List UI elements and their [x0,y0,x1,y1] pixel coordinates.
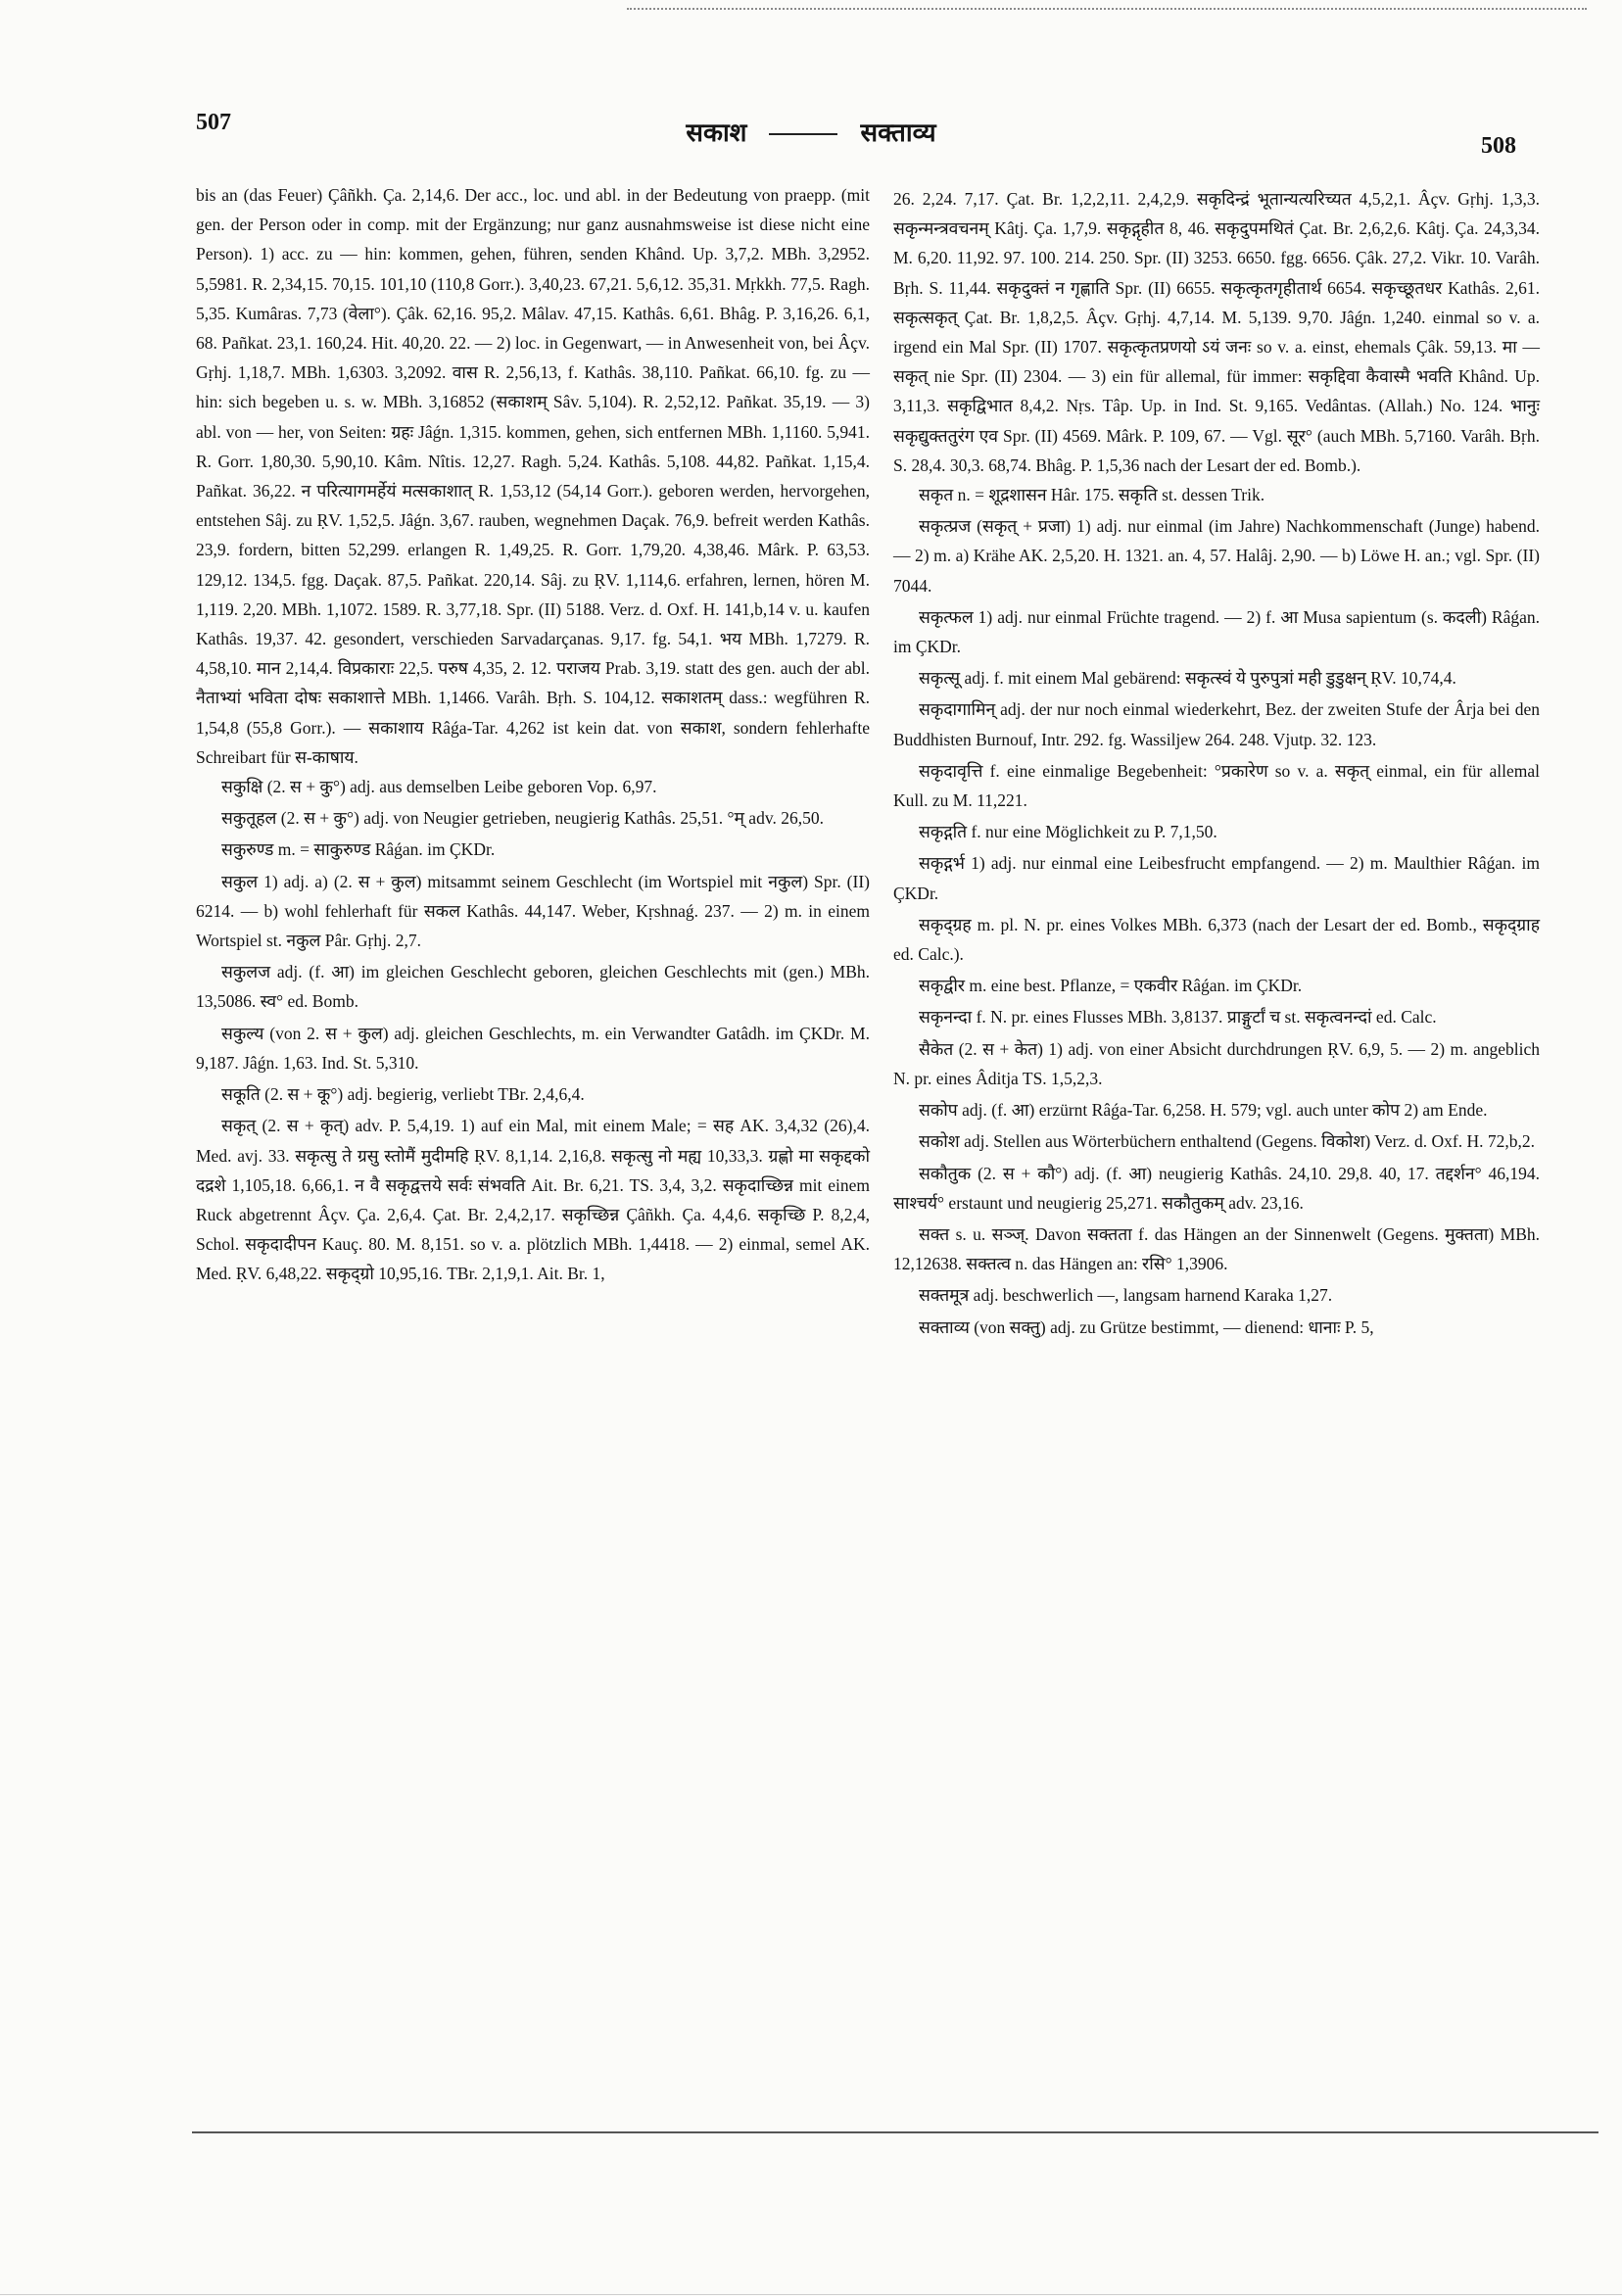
dictionary-entry: सकौतुक (2. स + कौ°) adj. (f. आ) neugierig Kathâs. 24,10. 29,8. 40, 17. तद्दर्शन° 46,194. साश्चर्य° erstaunt und neugierig 25,271. सकौतुकम् adv. 23,16. [893,1163,1540,1213]
page-number-right: 508 [1481,133,1516,159]
top-dotted-rule [627,8,1587,10]
running-head [0,114,1622,149]
left-column-continuation: bis an (das Feuer) Çâñkh. Ça. 2,14,6. Der acc., loc. und abl. in der Bedeutung von praepp. (mit gen. der Person oder in comp. mit der Ergänzung; nur ganz ausnahmsweise ist diese nicht eine Person). 1) acc. zu — hin: kommen, gehen, führen, senden Khând. Up. 3,7,2. MBh. 3,2952. 5,5981. R. 2,34,15. 70,15. 101,10 (110,8 Gorr.). 3,40,23. 67,21. 5,6,12. 35,31. Mṛkkh. 77,5. Ragh. 5,35. Kumâras. 7,73 (वेला°). Çâk. 62,16. 95,2. Mâlav. 47,15. Kathâs. 6,61. Bhâg. P. 3,16,26. 6,1, 68. Pañkat. 23,1. 160,24. Hit. 40,20. 22. — 2) loc. in Gegenwart, — in Anwesenheit von, bei Âçv. Gṛhj. 1,18,7. MBh. 1,6303. 3,2092. वास R. 2,56,13, f. Kathâs. 38,110. Pañkat. 66,10. fg. zu — hin: sich begeben u. s. w. MBh. 3,16852 (सकाशम् Sâv. 5,104). R. 2,52,12. Pañkat. 35,19. — 3) abl. von — her, von Seiten: ग्रहः Jâǵn. 1,315. kommen, gehen, sich entfernen MBh. 1,1160. 5,941. R. Gorr. 1,80,30. 5,90,10. Kâm. Nîtis. 12,27. Ragh. 5,24. Kathâs. 5,108. 44,82. Pañkat. 1,15,4. Pañkat. 36,22. न परित्यागमर्हेयं मत्सकाशात् R. 1,53,12 (54,14 Gorr.). geboren werden, hervorgehen, entstehen Sâj. zu ṚV. 1,52,5. Jâǵn. 3,67. rauben, wegnehmen Daçak. 76,9. befreit werden Kathâs. 23,9. fordern, bitten 52,299. erlangen R. 1,49,25. R. Gorr. 1,79,20. 4,38,46. Mârk. P. 63,53. 129,12. 134,5. fgg. Daçak. 87,5. Pañkat. 220,14. Sâj. zu ṚV. 1,114,6. erfahren, lernen, hören M. 1,119. 2,20. MBh. 1,1072. 1589. R. 3,77,18. Spr. (II) 5188. Verz. d. Oxf. H. 141,b,14 v. u. kaufen Kathâs. 19,37. 42. gesondert, verschieden Sarvadarçanas. 9,17. fg. 54,1. भय MBh. 1,7279. R. 4,58,10. मान 2,14,4. विप्रकाराः 22,5. परुष 4,35, 2. 12. पराजय Prab. 3,19. statt des gen. auch der abl. नैताभ्यां भविता दोषः सकाशात्ते MBh. 1,1466. Varâh. Bṛh. S. 104,12. सकाशतम् dass.: wegführen R. 1,54,8 (55,8 Gorr.). — सकाशाय Râǵa-Tar. 4,262 ist kein dat. von सकाश, sondern fehlerhafte Schreibart für स-काषाय. [196,185,870,767]
dictionary-entry: सकोप adj. (f. आ) erzürnt Râǵa-Tar. 6,258. H. 579; vgl. auch unter कोप 2) am Ende. [919,1100,1488,1121]
dictionary-entry: सकृनन्दा f. N. pr. eines Flusses MBh. 3,8137. प्राङ्गुर्टां च st. सकृत्वनन्दां ed. Calc. [919,1007,1437,1028]
dictionary-entry: सकूति (2. स + कू°) adj. begierig, verliebt TBr. 2,4,6,4. [221,1084,585,1105]
dictionary-entry: सकृद्वीर m. eine best. Pflanze, = एकवीर Râǵan. im ÇKDr. [919,976,1303,996]
dictionary-entry: सकृत्फल 1) adj. nur einmal Früchte tragend. — 2) f. आ Musa sapientum (s. कदली) Râǵan. im ÇKDr. [893,606,1540,657]
footer-rule [192,2131,1598,2133]
dictionary-entry: सकुतूहल (2. स + कु°) adj. von Neugier getrieben, neugierig Kathâs. 25,51. °म् adv. 26,50. [221,808,824,829]
running-head-left: सकाश [686,119,747,148]
dictionary-entry: सकृदागामिन् adj. der nur noch einmal wiederkehrt, Bez. der zweiten Stufe der Ârja bei den Buddhisten Burnouf, Intr. 292. fg. Wassiljew 264. 248. Vjutp. 32. 123. [893,699,1540,749]
dictionary-entry: सैकेत (2. स + केत) 1) adj. von einer Absicht durchdrungen ṚV. 6,9, 5. — 2) m. angeblich N. pr. eines Âditja TS. 1,5,2,3. [893,1038,1540,1088]
dictionary-entry: सकृत्सू adj. f. mit einem Mal gebärend: सकृत्स्वं ये पुरुपुत्रां मही डुडुक्षन् ṚV. 10,74,4. [919,668,1456,689]
dictionary-entry: सकुल्य (von 2. स + कुल) adj. gleichen Geschlechts, m. ein Verwandter Gatâdh. im ÇKDr. M. 9,187. Jâǵn. 1,63. Ind. St. 5,310. [196,1023,870,1073]
dictionary-entry: सकृद्गति f. nur eine Möglichkeit zu P. 7,1,50. [919,822,1217,842]
dictionary-entry: सकृत n. = शूद्रशासन Hâr. 175. सकृति st. dessen Trik. [919,485,1265,505]
dictionary-entry: सक्ताव्य (von सक्तु) adj. zu Grütze bestimmt, — dienend: धानाः P. 5, [919,1316,1374,1337]
dictionary-entry: सकुल 1) adj. a) (2. स + कुल) mitsammt seinem Geschlecht (im Wortspiel mit नकुल) Spr. (II) 6214. — b) wohl fehlerhaft für सकल Kathâs. 44,147. Weber, Kṛshnaǵ. 237. — 2) m. in einem Wortspiel st. नकुल Pâr. Gṛhj. 2,7. [196,871,870,951]
right-column-continuation: 26. 2,24. 7,17. Çat. Br. 1,2,2,11. 2,4,2,9. सकृदिन्द्रं भूतान्यत्यरिच्यत 4,5,2,1. Âçv. Gṛhj. 1,3,3. सकृन्मन्त्रवचनम् Kâtj. Ça. 1,7,9. सकृद्गृहीत 8, 46. सकृदुपमथितं Çat. Br. 2,6,2,6. Kâtj. Ça. 24,3,34. M. 6,20. 11,92. 97. 100. 214. 250. Spr. (II) 3253. 6650. fgg. 6656. Çâk. 27,2. Vikr. 10. Varâh. Bṛh. S. 11,44. सकृदुक्तं न गृह्णाति Spr. (II) 6655. सकृत्कृतगृहीतार्थ 6654. सकृच्छूतधर Kathâs. 2,61. सकृत्सकृत् Çat. Br. 1,8,2,5. Âçv. Gṛhj. 4,7,14. M. 5,139. 9,70. Jâǵn. 1,240. einmal so v. a. irgend ein Mal Spr. (II) 1707. सकृत्कृतप्रणयो ऽयं जनः so v. a. einst, ehemals Çâk. 59,13. मा — सकृत् nie Spr. (II) 2304. — 3) ein für allemal, für immer: सकृद्दिवा कैवास्मै भवति Khând. Up. 3,11,3. सकृद्विभात 8,4,2. Nṛs. Tâp. Up. in Ind. St. 9,165. Vedântas. (Allah.) No. 124. भानुः सकृद्युक्ततुरंग एव Spr. (II) 4569. Mârk. P. 109, 67. — Vgl. सूर° (auch MBh. 5,7160. Varâh. Bṛh. S. 28,4. 30,3. 68,74. Bhâg. P. 1,5,36 nach der Lesart der ed. Bomb.). [893,189,1540,475]
page-number-left: 507 [196,110,231,135]
dictionary-entry: सकुरुण्ड m. = साकुरुण्ड Râǵan. im ÇKDr. [221,839,496,860]
left-column [196,180,870,1289]
dictionary-entry: सकृत् (2. स + कृत्) adv. P. 5,4,19. 1) auf ein Mal, mit einem Male; = सह AK. 3,4,32 (26),4. Med. avj. 33. सकृत्सु ते ग्रसु स्तोमैं मुदीमहि ṚV. 8,1,14. 2,16,8. सकृत्सु नो मह्य 10,33,3. ग्रह्णो मा सकृद्दको दद्रशे 1,105,18. 6,66,1. न वै सकृद्वत्तये सर्वः संभवति Ait. Br. 6,21. TS. 3,4, 3,2. सकृदाच्छिन्न mit einem Ruck abgetrennt Âçv. Ça. 2,6,4. Çat. Br. 2,4,2,17. सकृच्छिन्न Çâñkh. Ça. 4,4,6. सकृच्छि P. 8,2,4, Schol. सकृदादीपन Kauç. 80. M. 8,151. so v. a. plötzlich MBh. 1,4418. — 2) einmal, semel AK. Med. ṚV. 6,48,22. सकृद्ग्रो 10,95,16. TBr. 2,1,9,1. Ait. Br. 1, [196,1116,870,1284]
right-column [893,184,1540,1342]
dictionary-entry: सकृत्प्रज (सकृत् + प्रजा) 1) adj. nur einmal (im Jahre) Nachkommenschaft (Junge) habend. — 2) m. a) Krähe AK. 2,5,20. H. 1321. an. 4, 57. Halâj. 2,90. — b) Löwe H. an.; vgl. Spr. (II) 7044. [893,516,1540,596]
dictionary-entry: सकुलज adj. (f. आ) im gleichen Geschlecht geboren, gleichen Geschlechts mit (gen.) MBh. 13,5086. स्व° ed. Bomb. [196,962,870,1012]
running-head-dash [769,133,837,135]
running-head-right: सक्ताव्य [860,119,936,148]
dictionary-entry: सकृद्ग्रह m. pl. N. pr. eines Volkes MBh. 6,373 (nach der Lesart der ed. Bomb., सकृद्ग्राह ed. Calc.). [893,914,1540,965]
dictionary-entry: सकृदावृत्ति f. eine einmalige Begebenheit: °प्रकारेण so v. a. सकृत् einmal, ein für allemal Kull. zu M. 11,221. [893,760,1540,811]
page-edge [0,2294,1622,2295]
dictionary-entry: सकोश adj. Stellen aus Wörterbüchern enthaltend (Gegens. विकोश) Verz. d. Oxf. H. 72,b,2. [919,1131,1535,1152]
dictionary-entry: सक्तमूत्र adj. beschwerlich —, langsam harnend Karaka 1,27. [919,1285,1333,1306]
dictionary-entry: सक्त s. u. सञ्ज्. Davon सक्तता f. das Hängen an der Sinnenwelt (Gegens. मुक्तता) MBh. 12,12638. सक्तत्व n. das Hängen an: रसि° 1,3906. [893,1223,1540,1274]
dictionary-entry: सकृद्गर्भ 1) adj. nur einmal eine Leibesfrucht empfangend. — 2) m. Maulthier Râǵan. im ÇKDr. [893,853,1540,903]
dictionary-entry: सकुक्षि (2. स + कु°) adj. aus demselben Leibe geboren Vop. 6,97. [221,777,657,797]
